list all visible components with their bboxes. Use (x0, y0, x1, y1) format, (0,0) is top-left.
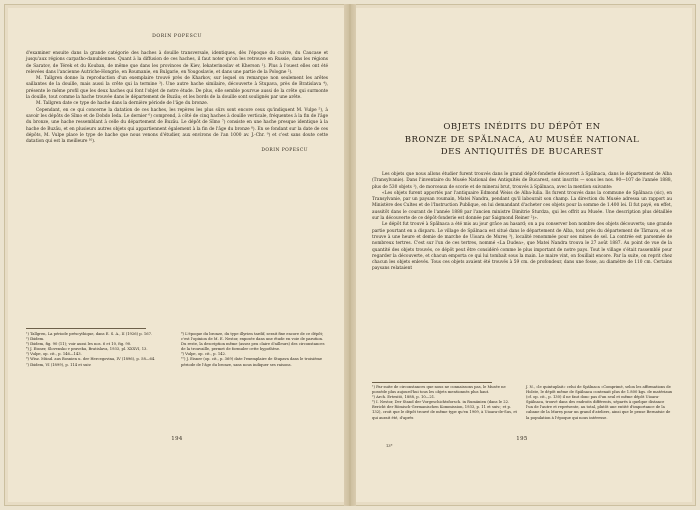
left-footnotes (26, 332, 328, 368)
author-signature: DORIN POPESCU (261, 148, 308, 154)
page-number: 194 (171, 436, 183, 442)
article-title (372, 121, 672, 159)
paragraph: Les objets que nous allons étudier furent trouvés dans le grand dépôt-fonderie découvert à Spălnaca, dans le département de Alba (Transylvanie). Dans l'inventaire du Musée National des Antiquités de Bucarest, sont inscrits — sous les nos. 90—107 de l'année 1888, plus de 530 objets ¹), de morceaux de scorie et de minerai brut, trouvés à Spălnaca, avec la mention suivante: (372, 172, 672, 190)
title-line: OBJETS INÉDITS DU DÉPÔT EN (443, 122, 601, 132)
footnote: ⁸) L'époque du bronze, du type illyrien tardif, serait fixe encore de ce dépôt; c'est l'opinion de M. E. Nestor, exposée dans une étude en voie de parution. Du reste, la description même (assez peu claire d'ailleurs) des circonstances de la trouvaille, permet de formuler cette hypothèse. (181, 332, 325, 352)
footnote: ³) Ibidem, fig. 90 (11); voir aussi les nos. 6 et 10, fig. 90. (26, 342, 132, 347)
left-body-text (26, 51, 328, 155)
title-line: BRONZE DE SPĂLNACA, AU MUSÉE NATIONAL (404, 134, 640, 145)
paragraph: d'examiner ensuite dans la grande catégorie des haches à douille transversale, identiques, dès l'époque du cuivre, du Caucase et jusqu'aux régions carpatho-danubiennes. Quant à la diffusion de ces haches, il faut noter qu'on les retrouve en Russie, dans les régions de Saratov, de Térek et du Kouban, de même que dans les provinces de Kiev, Iekaterinoslav et Kherson ¹). Plus à l'ouest elles ont été relevées dans l'ancienne Autriche-Hongrie, en Roumanie, en Bulgarie, en Yougoslavie, et dans une partie de la Pologne ²). (26, 51, 328, 75)
footnote: ²) Arch. Ertesitö, 1888, p. 10—21. (372, 395, 436, 400)
footnote-rule (372, 382, 492, 383)
title-line: DES ANTIQUITÉS DE BUCAREST (440, 147, 604, 157)
running-head: DORIN POPESCU (152, 34, 202, 39)
right-page (356, 8, 692, 502)
footnote: J. N., «le quintuplait» celui de Spălnaca «Comprimé, selon les affirmations de Holste, le dépôt même de Spălnaca contenait plus de 1.800 kgs. de matériaux (cf. op. cit., p. 130) il ne faut donc pas d'un seul et même dépôt Uioara-Spălnaca, trouvé dans des endroits différents, séparés à quelque distance l'un de l'autre et représente, au total, plutôt une entité d'importance de la cabane de la Mureș pour un grand d'ateliers, ainsi que le pense Bernatsie de la population à l'époque qui nous intéresse. (526, 385, 673, 420)
paragraph: Cependant, en ce qui concerne la datation de ces haches, les repères les plus sûrs sont encore ceux qu'indiquent M. Vulpe ⁵), à savoir les dépôts de Sîmo et de Dobdo Ieda. Le dernier ⁶) comprend, à côté de cinq haches à douille verticale, fréquentes à la fin de l'âge du bronze, une hache ressemblant à celle du département de Buzău. Le dépôt de Sîmo ⁷) consiste en une hache presque identique à la hache de Buzău, et en plusieurs autres objets qui appartiennent également à la fin de l'âge du bronze ⁸). En se fondant sur la date de ces dépôts, M. Vulpe place le type de hache que nous venons d'étudier, aux environs de l'an 1000 av. J.-Chr. ⁹) et c'est sans doute cette datation qui est la meilleure ¹⁰). (26, 107, 328, 145)
footnote-column (372, 385, 518, 421)
left-page (8, 8, 344, 502)
paragraph: «Les objets furent apportés par l'antiquaire Edmond Weiss de Alba-Iulia. Ils furent trouvés dans la commune de Spălnaca (sic), en Transylvanie, par un paysan roumain, Matei Nandra, pendant qu'il labourait son champ. La direction du Musée adressa un rapport au Ministère des Cultes et de l'Instruction Publique, en lui demandant d'acheter ces objets pour la somme de 1.400 lei. Il fut payé, en effet, aussitôt dans le courant de l'année 1888 par l'ancien ministre Dimitrie Sturdza, qui les offrit au Musée. Une description plus détaillée sur la découverte de ce dépôt-fonderie est donnée par Saigmond Reiner ²)». (372, 190, 672, 222)
footnote: ⁴) J. Eisner, Slovensko v praveku, Bratislava, 1933, pl. XXXVI, 13. (26, 347, 148, 352)
page-number: 195 (516, 436, 528, 442)
footnote-column (181, 332, 328, 368)
paragraph: M. Tallgren date ce type de hache dans la dernière période de l'âge du bronze. (36, 101, 209, 107)
footnote: ⁷) Ibidem, VI (1899), p. 114 et suiv. (26, 362, 92, 367)
footnote: ⁵) Vulpe, op. cit., p. 146—143. (26, 352, 82, 357)
footnote-rule (26, 328, 146, 329)
book-spread (4, 4, 696, 506)
paragraph: Le dépôt fut trouvé à Spălnaca a été mis au jour grâce au hasard; on a pu conserver bon nombre des objets découverts; une grande partie pourtant en a disparu. Le village de Spălnaca est situé dans le département de Alba, tout près du département de Târnava, et se trouve à une heure et demie de marche de Uioara de Mureș ³), localité renommée pour ses mines de sel. La contrée est parsemée de nombreux tertres. C'est sur l'un de ces tertres, nommé «La Dudea», que Matei Nandra trouva le 27 août 1887. Au point de vue de la quantité des objets trouvés, ce dépôt peut être considéré comme le plus important de notre pays. Tout le village s'était rassemblé pour regarder la découverte, et chacun emporta ce qui lui tombait sous la main. Le maire vint, on fouillait encore. Par la suite, on reprit chez chacun les objets enlevés. Tous ces objets avaient été trouvés à 59 cm. de profondeur, dans une fosse, au diamètre de 110 cm. Certains paysans relataient (372, 222, 672, 272)
footnote: ³) I. Nestor, Der Stand der Vorgeschichtsforsch. in Rumänien (dans le 22. Bericht der Römisch-Germanischen Kommission, 1933, p. 11 et suiv.; et p. 132), croit que le dépôt trouvé de même type qu'en 1909, à Uioara-de-Sus, et qui aurait été, d'après (372, 400, 517, 420)
footnote-column (26, 332, 173, 368)
footnote: ⁹) Vulpe, op. cit., p. 142. (181, 352, 227, 357)
footnote: ¹) Tallgren, La période préscythique, dans E. S. A., II (1926) p. 167. (26, 332, 153, 336)
signature-mark: 13* (386, 444, 393, 448)
footnote: ⁶) Wisz. Münd. aus Bosnien u. der Hercegovina, IV (1896), p. 58—64. (26, 357, 156, 362)
book-gutter (344, 4, 356, 506)
footnote: ¹) Par suite de circonstances que nous ne connaissons pas, le Musée ne possède plus aujourd'hui tous les objets mentionnés plus haut. (372, 385, 506, 395)
paragraph: M. Tallgren donne la reproduction d'un exemplaire trouvé près de Kharkov, sur lequel on remarque non seulement les arêtes saillantes de la douille, mais aussi la crête qui la termine ³). Une autre hache similaire, découverte à Stupava, près de Bratislava ⁴), présente le même profil que les deux haches qui font l'objet de notre étude. De plus, elle semble pourvue aussi de la crête qui surmonte la douille, tout comme la hache trouvée dans le département de Buzău; et les bords de la douille sont soulignés par une arête. (26, 76, 328, 101)
right-body-text (372, 172, 672, 273)
footnote-column (526, 385, 672, 421)
right-footnotes (372, 385, 672, 421)
footnote: ¹⁰) J. Eisner (op. cit., p. 369) date l'exemplaire de Stupava dans le troisième période de l'âge du bronze, sans nous indiquer ses raisons. (181, 357, 323, 367)
footnote: ²) Ibidem. (26, 337, 45, 342)
